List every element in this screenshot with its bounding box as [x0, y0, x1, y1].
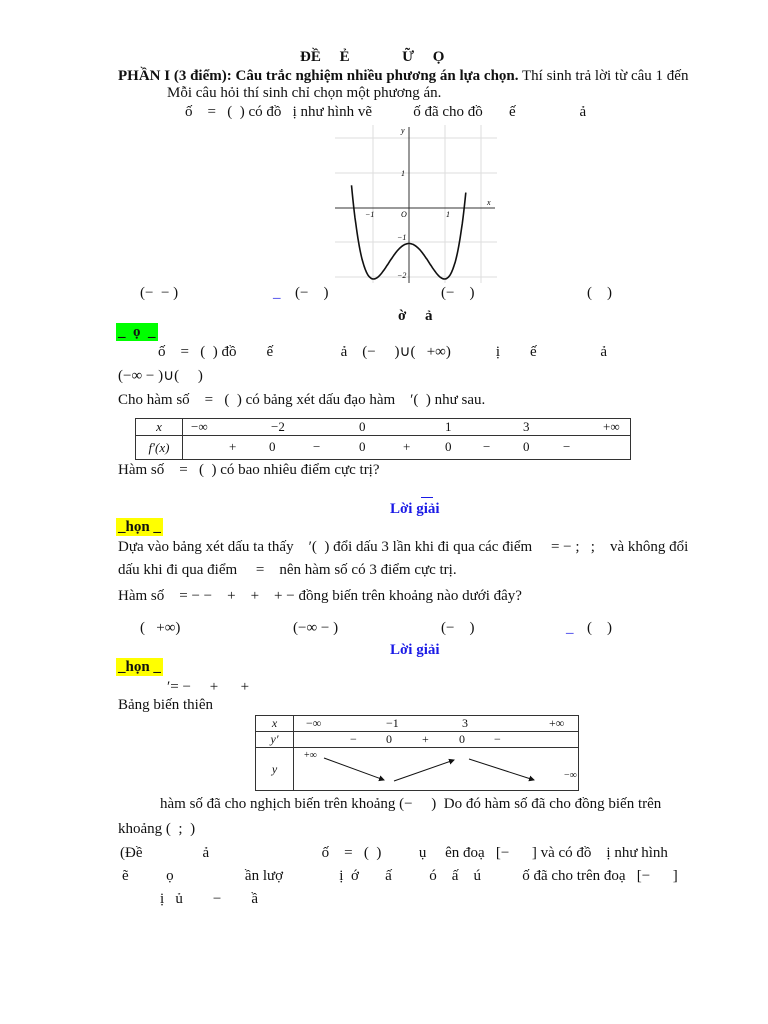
row-label: y	[256, 748, 294, 791]
part-heading-rest: Thí sinh trả lời từ câu 1 đến	[518, 68, 689, 84]
x-axis-label: x	[487, 198, 491, 207]
q1-solution-line: ố = ( ) đồ ế ả (− )∪( +∞) ị ế ả	[158, 344, 608, 360]
y-value: +∞	[304, 750, 317, 761]
table-cell: −	[494, 732, 501, 746]
graph-grid	[335, 125, 497, 283]
q3-choice-badge: _họn _	[118, 659, 161, 675]
table-cell: 0	[445, 439, 452, 454]
y-tick-label: −1	[397, 233, 407, 242]
overline-mark	[421, 497, 433, 498]
table-cell: −	[563, 439, 571, 454]
q3-derivative: ′= − + +	[167, 679, 250, 695]
table-cell: +∞	[549, 716, 565, 730]
y-tick-label: 1	[401, 169, 405, 178]
arrow-down	[469, 759, 534, 780]
q1-solution-heading: ờ ả	[398, 308, 433, 324]
row-label: y′	[256, 732, 294, 748]
q3-option-b[interactable]: (−∞ − )	[293, 620, 339, 636]
row-label: x	[136, 419, 183, 436]
table-cell: 0	[386, 732, 392, 746]
table-cell: 0	[359, 439, 366, 454]
q1-solution-line: (−∞ − )∪( )	[118, 368, 203, 384]
q3-answer-marker: _	[566, 620, 574, 636]
table-cell: 0	[459, 732, 465, 746]
q2-intro: Cho hàm số = ( ) có bảng xét dấu đạo hàm ′( ) như sau.	[118, 392, 486, 408]
x-tick-label: 1	[446, 210, 450, 219]
exam-title: ĐỀ Ẻ Ữ Ọ	[300, 49, 445, 65]
table-cell: 0	[269, 439, 276, 454]
origin-label: O	[401, 210, 407, 219]
table-cell: 0	[359, 419, 366, 434]
table-cell: −∞	[306, 716, 322, 730]
q2-solution-heading: Lời giải	[390, 501, 440, 517]
q3-question: Hàm số = − − + + + − đồng biến trên khoảng nào dưới đây?	[118, 588, 522, 604]
y-tick-label: −2	[397, 271, 407, 280]
q1-option-b[interactable]: (− )	[295, 285, 329, 301]
q2-solution-line: Dựa vào bảng xét dấu ta thấy ′( ) đổi dấu 3 lần khi đi qua các điểm = − ; ; và không đổi	[118, 539, 689, 555]
q1-function-graph	[335, 125, 497, 283]
q1-answer-marker: _	[273, 285, 281, 301]
table-cell: 1	[445, 419, 452, 434]
y-value: −∞	[564, 770, 577, 781]
table-cell: +	[403, 439, 411, 454]
q3-option-c[interactable]: (− )	[441, 620, 475, 636]
table-cell: +∞	[603, 419, 620, 434]
table-cell: −	[313, 439, 321, 454]
q2-solution-line: dấu khi đi qua điểm = nên hàm số có 3 điểm cực trị.	[118, 562, 457, 578]
variation-arrows	[294, 748, 580, 792]
arrow-up	[394, 760, 454, 781]
table-cell: −	[483, 439, 491, 454]
table-cell: 3	[523, 419, 530, 434]
table-cell: 3	[462, 716, 468, 730]
q3-conclusion: hàm số đã cho nghịch biến trên khoảng (− ) Do đó hàm số đã cho đồng biến trên	[160, 796, 662, 812]
y-axis-label: y	[401, 126, 405, 135]
table-cell: +	[229, 439, 237, 454]
q3-solution-heading: Lời giải	[390, 642, 440, 658]
part-heading	[118, 67, 688, 85]
row-label: f′(x)	[136, 436, 183, 460]
q1-option-c[interactable]: (− )	[441, 285, 475, 301]
q3-table-label: Bảng biến thiên	[118, 697, 213, 713]
q3-option-a[interactable]: ( +∞)	[140, 620, 181, 636]
table-cell: +	[422, 732, 429, 746]
q2-choice-badge: _họn _	[118, 519, 161, 535]
table-cell: −	[350, 732, 357, 746]
q3-conclusion: khoảng ( ; )	[118, 821, 196, 837]
q1-text: ố = ( ) có đồ ị như hình vẽ ố đã cho đồ ế ả	[185, 104, 587, 120]
q3-option-d[interactable]: ( )	[587, 620, 612, 636]
table-cell: −∞	[191, 419, 208, 434]
q4-line: (Đề ả ố = ( ) ụ ên đoạ [− ] và có đồ ị như hình	[120, 845, 668, 861]
q3-variation-table	[255, 715, 579, 791]
part-heading-bold: PHẦN I (3 điểm): Câu trắc nghiệm nhiều phương án lựa chọn.	[118, 68, 519, 84]
q1-option-d[interactable]: ( )	[587, 285, 612, 301]
q4-line: ị ủ − ầ	[160, 891, 259, 907]
q2-sign-table	[135, 418, 631, 460]
q1-option-a[interactable]: (− − )	[140, 285, 179, 301]
q1-choice-badge: _ ọ _	[118, 324, 156, 340]
q2-question: Hàm số = ( ) có bao nhiêu điểm cực trị?	[118, 462, 380, 478]
arrow-down	[324, 758, 384, 780]
table-cell: 0	[523, 439, 530, 454]
table-cell: −1	[386, 716, 399, 730]
x-tick-label: −1	[365, 210, 375, 219]
q4-line: ẽ ọ ần lượ ị ớ ấ ó ấ ú ố đã cho trên đoạ [− ]	[122, 868, 678, 884]
table-cell: −2	[271, 419, 285, 434]
row-label: x	[256, 716, 294, 732]
part-instruction: Mỗi câu hỏi thí sinh chỉ chọn một phương án.	[167, 85, 442, 101]
